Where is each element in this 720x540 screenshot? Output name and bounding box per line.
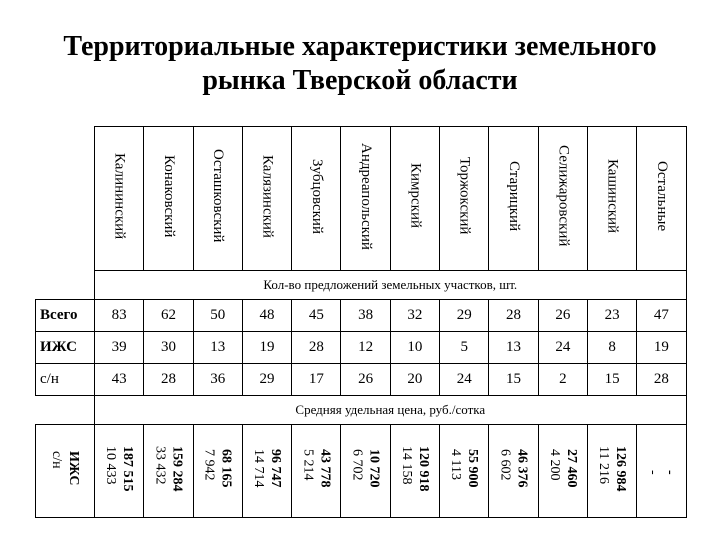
- district-header: Кимрский: [390, 127, 439, 271]
- cell: 39: [95, 332, 144, 364]
- price-cell: [193, 425, 242, 518]
- district-header: Селижаровский: [538, 127, 587, 271]
- cell: 19: [637, 332, 686, 364]
- cell: 2: [538, 364, 587, 396]
- title-line-2: рынка Тверской области: [202, 65, 518, 96]
- price-sn: 5 214: [300, 449, 316, 481]
- offers-caption: Кол-во предложений земельных участков, шт.: [95, 271, 687, 300]
- cell: 45: [292, 300, 341, 332]
- price-sn: 11 216: [596, 445, 612, 484]
- cell: 28: [144, 364, 193, 396]
- cell: 17: [292, 364, 341, 396]
- row-label: с/н: [36, 364, 95, 396]
- price-izhs: -: [662, 470, 678, 475]
- cell: 38: [341, 300, 390, 332]
- cell: 13: [489, 332, 538, 364]
- price-sn: 6 602: [497, 449, 513, 481]
- row-label: Всего: [36, 300, 95, 332]
- cell: 15: [587, 364, 636, 396]
- offers-caption-row: [36, 271, 687, 300]
- cell: 24: [440, 364, 489, 396]
- price-sn: 14 714: [251, 449, 267, 488]
- district-header: Торжокский: [440, 127, 489, 271]
- price-cell: [489, 425, 538, 518]
- price-label-izhs: ИЖС: [66, 451, 81, 486]
- cell: 28: [292, 332, 341, 364]
- district-header: Калининский: [95, 127, 144, 271]
- district-header: Осташковский: [193, 127, 242, 271]
- cell: 5: [440, 332, 489, 364]
- price-cell: [341, 425, 390, 518]
- price-row-label: [36, 425, 95, 518]
- page-title: [0, 30, 720, 98]
- cell: 15: [489, 364, 538, 396]
- price-izhs: 68 165: [218, 449, 234, 488]
- price-sn: 33 432: [152, 445, 168, 485]
- price-izhs: 126 984: [613, 445, 629, 492]
- cell: 50: [193, 300, 242, 332]
- cell: 83: [95, 300, 144, 332]
- price-caption: Средняя удельная цена, руб./сотка: [95, 396, 687, 425]
- price-izhs: 43 778: [317, 449, 333, 488]
- price-sn: 4 113: [448, 449, 464, 481]
- district-header: Зубцовский: [292, 127, 341, 271]
- cell: 24: [538, 332, 587, 364]
- cell: 36: [193, 364, 242, 396]
- price-izhs: 27 460: [563, 449, 579, 488]
- title-line-1: Территориальные характеристики земельного: [63, 31, 657, 62]
- price-izhs: 187 515: [120, 445, 136, 492]
- cell: 48: [242, 300, 291, 332]
- offers-row-total: [36, 300, 687, 332]
- district-header: Старицкий: [489, 127, 538, 271]
- district-header: Конаковский: [144, 127, 193, 271]
- price-cell: [587, 425, 636, 518]
- price-izhs: 96 747: [268, 449, 284, 488]
- cell: 10: [390, 332, 439, 364]
- cell: 12: [341, 332, 390, 364]
- price-izhs: 10 720: [366, 449, 382, 488]
- offers-row-sn: [36, 364, 687, 396]
- price-cell: [95, 425, 144, 518]
- district-header: Калязинский: [242, 127, 291, 271]
- cell: 62: [144, 300, 193, 332]
- district-header: Андреапольский: [341, 127, 390, 271]
- price-cell: [292, 425, 341, 518]
- row-label: ИЖС: [36, 332, 95, 364]
- land-market-table: [35, 126, 687, 518]
- cell: 28: [637, 364, 686, 396]
- caption-blank: [36, 271, 95, 300]
- price-sn: 7 942: [201, 449, 217, 481]
- price-row: [36, 425, 687, 518]
- district-header: Кашинский: [587, 127, 636, 271]
- cell: 20: [390, 364, 439, 396]
- cell: 8: [587, 332, 636, 364]
- caption-blank: [36, 396, 95, 425]
- price-izhs: 55 900: [465, 449, 481, 488]
- price-sn: 4 200: [546, 449, 562, 481]
- offers-row-izhs: [36, 332, 687, 364]
- cell: 29: [242, 364, 291, 396]
- price-izhs: 159 284: [169, 445, 185, 492]
- price-cell: [637, 425, 686, 518]
- cell: 43: [95, 364, 144, 396]
- cell: 28: [489, 300, 538, 332]
- cell: 29: [440, 300, 489, 332]
- price-sn: 6 702: [349, 449, 365, 481]
- price-cell: [144, 425, 193, 518]
- header-corner: [36, 127, 95, 271]
- price-label-sn: с/н: [49, 451, 64, 469]
- cell: 26: [341, 364, 390, 396]
- cell: 13: [193, 332, 242, 364]
- cell: 19: [242, 332, 291, 364]
- price-izhs: 120 918: [415, 445, 431, 492]
- price-cell: [242, 425, 291, 518]
- cell: 32: [390, 300, 439, 332]
- price-sn: 14 158: [398, 445, 414, 485]
- price-caption-row: [36, 396, 687, 425]
- price-cell: [390, 425, 439, 518]
- cell: 26: [538, 300, 587, 332]
- price-sn: 10 433: [103, 445, 119, 485]
- cell: 23: [587, 300, 636, 332]
- cell: 30: [144, 332, 193, 364]
- district-header: Остальные: [637, 127, 686, 271]
- price-izhs: 46 376: [514, 449, 530, 488]
- price-sn: -: [645, 470, 661, 475]
- district-header-row: [36, 127, 687, 271]
- price-cell: [440, 425, 489, 518]
- price-cell: [538, 425, 587, 518]
- cell: 47: [637, 300, 686, 332]
